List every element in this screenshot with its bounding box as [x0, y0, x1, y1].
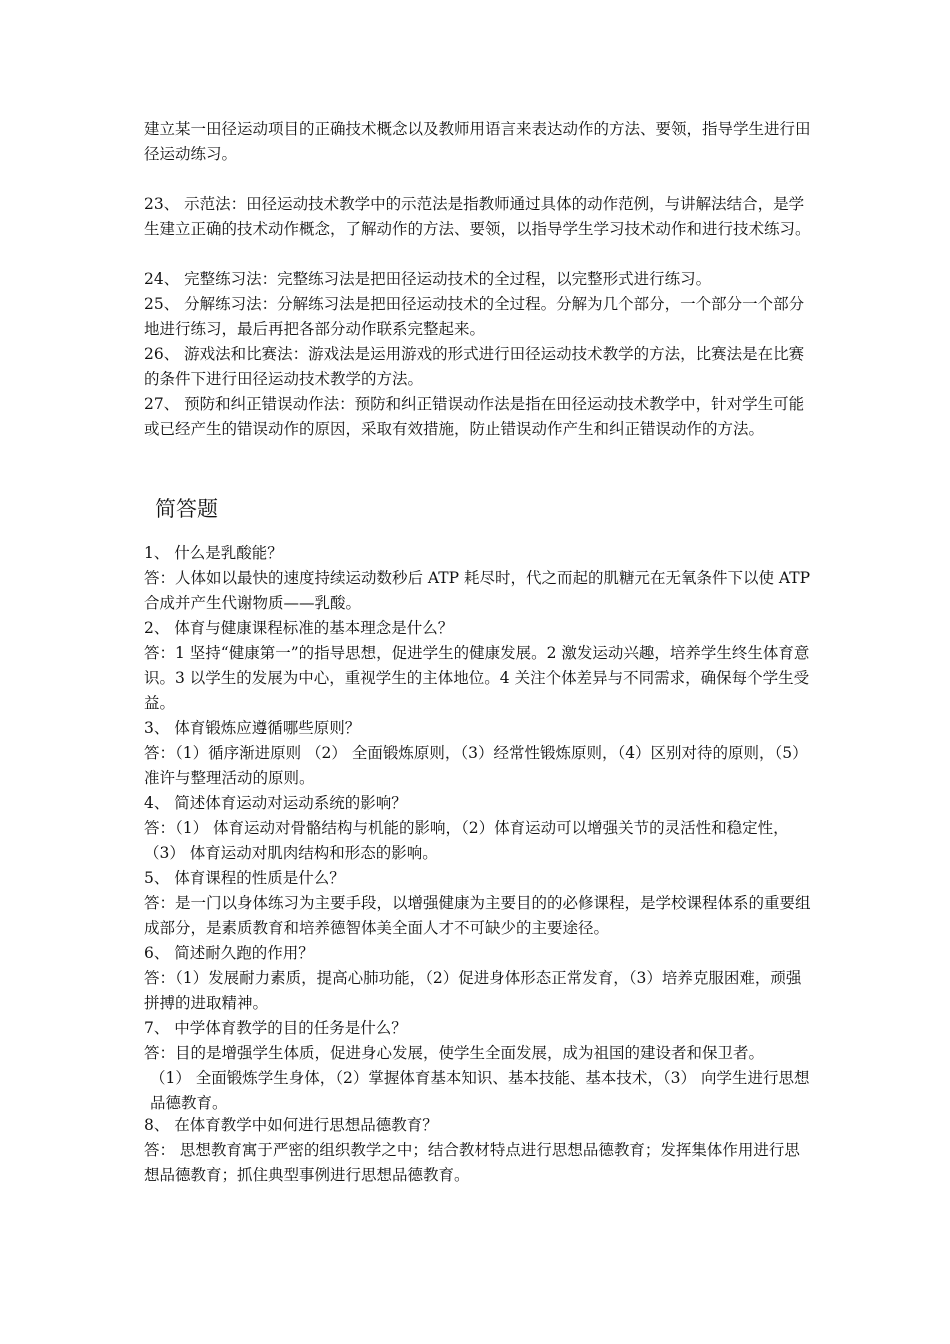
answer-7-list: （1） 全面锻炼学生身体，（2）掌握体育基本知识、基本技能、基本技术，（3） 向学生进行思想品德教育。 — [150, 1069, 810, 1112]
question-3: 3、 体育锻炼应遵循哪些原则？ — [144, 719, 361, 737]
intro-paragraph: 建立某一田径运动项目的正确技术概念以及教师用语言来表达动作的方法、要领，指导学生进行田径运动练习。 — [144, 120, 811, 163]
question-7: 7、 中学体育教学的目的任务是什么？ — [144, 1019, 407, 1037]
section-title: 简答题 — [155, 497, 218, 521]
term-25-paragraph: 25、 分解练习法：分解练习法是把田径运动技术的全过程。分解为几个部分，一个部分一个部分地进行练习，最后再把各部分动作联系完整起来。 — [144, 295, 805, 338]
answer-7: 答：目的是增强学生体质，促进身心发展，使学生全面发展，成为祖国的建设者和保卫者。 — [144, 1044, 765, 1062]
question-5: 5、 体育课程的性质是什么？ — [144, 869, 345, 887]
term-23-paragraph: 23、 示范法：田径运动技术教学中的示范法是指教师通过具体的动作范例，与讲解法结合，是学生建立正确的技术动作概念，了解动作的方法、要领，以指导学生学习技术动作和进行技术练习。 — [144, 195, 811, 238]
answer-1: 答：人体如以最快的速度持续运动数秒后 ATP 耗尽时，代之而起的肌糖元在无氧条件下以使 ATP 合成并产生代谢物质——乳酸。 — [144, 569, 811, 612]
answer-3: 答：（1）循序渐进原则 （2） 全面锻炼原则，（3）经常性锻炼原则，（4）区别对待的原则，（5）准许与整理活动的原则。 — [144, 744, 808, 787]
question-8: 8、 在体育教学中如何进行思想品德教育？ — [144, 1116, 438, 1134]
question-2: 2、 体育与健康课程标准的基本理念是什么？ — [144, 619, 454, 637]
answer-2: 答：1 坚持“健康第一”的指导思想，促进学生的健康发展。2 激发运动兴趣，培养学生终生体育意识。3 以学生的发展为中心，重视学生的主体地位。4 关注个体差异与不同需求，确保每个学生受益。 — [144, 644, 810, 712]
answer-5: 答：是一门以身体练习为主要手段，以增强健康为主要目的的必修课程，是学校课程体系的重要组成部分，是素质教育和培养德智体美全面人才不可缺少的主要途径。 — [144, 894, 811, 937]
question-4: 4、 简述体育运动对运动系统的影响？ — [144, 794, 407, 812]
answer-8: 答： 思想教育寓于严密的组织教学之中；结合教材特点进行思想品德教育；发挥集体作用进行思想品德教育；抓住典型事例进行思想品德教育。 — [144, 1141, 800, 1184]
term-27-paragraph: 27、 预防和纠正错误动作法：预防和纠正错误动作法是指在田径运动技术教学中，针对学生可能或已经产生的错误动作的原因，采取有效措施，防止错误动作产生和纠正错误动作的方法。 — [144, 395, 805, 438]
term-26-paragraph: 26、 游戏法和比赛法：游戏法是运用游戏的形式进行田径运动技术教学的方法，比赛法是在比赛的条件下进行田径运动技术教学的方法。 — [144, 345, 805, 388]
term-24-paragraph: 24、 完整练习法：完整练习法是把田径运动技术的全过程，以完整形式进行练习。 — [144, 270, 712, 288]
question-6: 6、 简述耐久跑的作用？ — [144, 944, 314, 962]
answer-6: 答：（1）发展耐力素质，提高心肺功能，（2）促进身体形态正常发育，（3）培养克服困难，顽强拼搏的进取精神。 — [144, 969, 802, 1012]
answer-4: 答：（1） 体育运动对骨骼结构与机能的影响，（2）体育运动可以增强关节的灵活性和稳定性，（3） 体育运动对肌肉结构和形态的影响。 — [144, 819, 789, 862]
question-1: 1、 什么是乳酸能？ — [144, 544, 283, 562]
